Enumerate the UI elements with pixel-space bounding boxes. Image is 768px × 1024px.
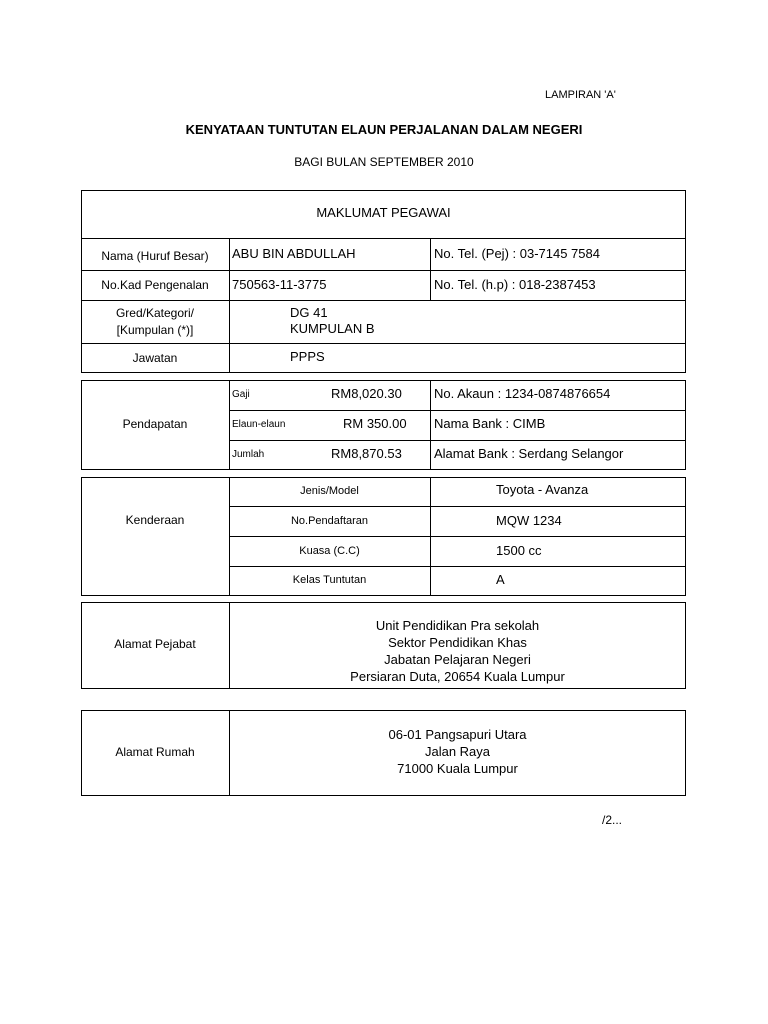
elaun-value: RM 350.00 — [343, 416, 407, 431]
gred-value-line1: DG 41 — [290, 305, 328, 320]
alamat-pejabat-label: Alamat Pejabat — [114, 637, 196, 651]
gaji-value: RM8,020.30 — [331, 386, 402, 401]
alamat-pejabat-line: Sektor Pendidikan Khas — [388, 635, 527, 650]
no-pendaftaran-value: MQW 1234 — [496, 513, 562, 528]
elaun-label: Elaun-elaun — [232, 419, 286, 430]
lampiran-label: LAMPIRAN 'A' — [545, 89, 616, 101]
section-heading-maklumat-pegawai: MAKLUMAT PEGAWAI — [316, 205, 451, 220]
alamat-rumah-line: 06-01 Pangsapuri Utara — [388, 727, 527, 742]
alamat-rumah-line: Jalan Raya — [424, 744, 491, 759]
alamat-bank: Alamat Bank : Serdang Selangor — [434, 446, 624, 461]
gred-value-line2: KUMPULAN B — [290, 321, 375, 336]
alamat-rumah-line: 71000 Kuala Lumpur — [397, 761, 518, 776]
kad-pengenalan-value: 750563-11-3775 — [232, 277, 327, 292]
jawatan-value: PPPS — [290, 349, 325, 364]
alamat-rumah-label: Alamat Rumah — [115, 745, 195, 759]
gaji-label: Gaji — [232, 389, 250, 400]
tel-pejabat: No. Tel. (Pej) : 03-7145 7584 — [434, 246, 600, 261]
page-continuation-marker: /2... — [602, 813, 623, 827]
alamat-pejabat-line: Persiaran Duta, 20654 Kuala Lumpur — [350, 669, 565, 684]
page-subtitle: BAGI BULAN SEPTEMBER 2010 — [294, 155, 474, 169]
no-akaun: No. Akaun : 1234-0874876654 — [434, 386, 611, 401]
nama-label: Nama (Huruf Besar) — [101, 249, 209, 263]
kuasa-label: Kuasa (C.C) — [299, 545, 360, 557]
no-pendaftaran-label: No.Pendaftaran — [290, 515, 369, 527]
page-title: KENYATAAN TUNTUTAN ELAUN PERJALANAN DALAM NEGERI — [185, 122, 583, 137]
kad-pengenalan-label: No.Kad Pengenalan — [101, 278, 209, 292]
tel-hp: No. Tel. (h.p) : 018-2387453 — [434, 277, 596, 292]
nama-value: ABU BIN ABDULLAH — [232, 246, 356, 261]
alamat-pejabat-line: Unit Pendidikan Pra sekolah — [375, 618, 540, 633]
nama-bank: Nama Bank : CIMB — [434, 416, 546, 431]
jumlah-value: RM8,870.53 — [331, 446, 402, 461]
pendapatan-label: Pendapatan — [122, 417, 188, 431]
kenderaan-label: Kenderaan — [125, 513, 185, 527]
jenis-model-label: Jenis/Model — [300, 485, 359, 497]
gred-label-line1: Gred/Kategori/ — [115, 306, 195, 320]
gred-label-line2: [Kumpulan (*)] — [116, 323, 194, 337]
jenis-model-value: Toyota - Avanza — [496, 482, 589, 497]
alamat-pejabat-line: Jabatan Pelajaran Negeri — [384, 652, 531, 667]
jumlah-label: Jumlah — [232, 449, 265, 460]
jawatan-label: Jawatan — [132, 351, 178, 365]
kuasa-value: 1500 cc — [496, 543, 542, 558]
kelas-tuntutan-value: A — [496, 572, 505, 587]
kelas-tuntutan-label: Kelas Tuntutan — [292, 574, 367, 586]
